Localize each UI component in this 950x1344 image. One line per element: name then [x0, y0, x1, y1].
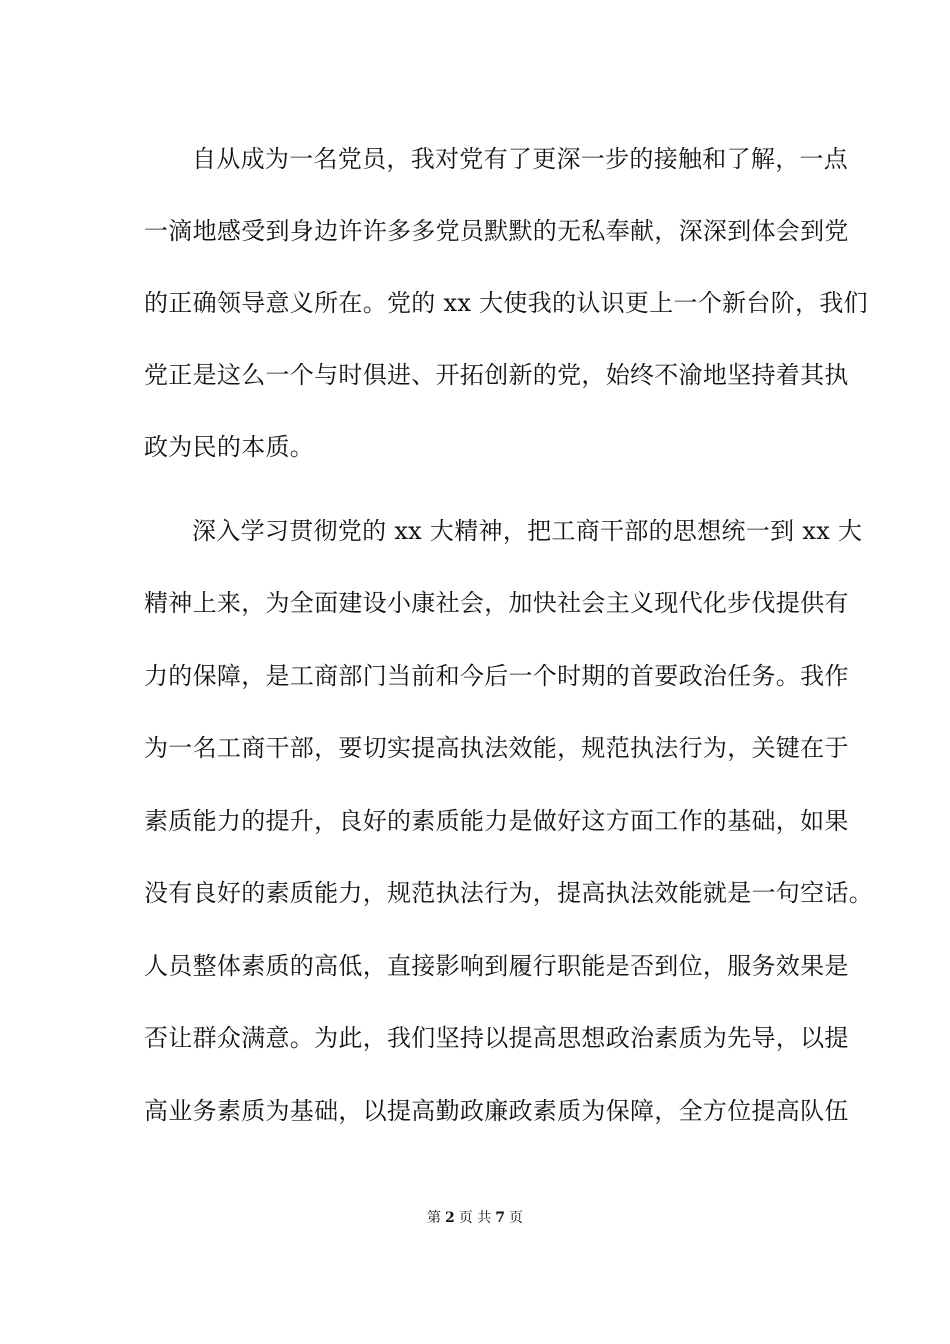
paragraph-2-line-5: 素质能力的提升，良好的素质能力是做好这方面工作的基础，如果 — [144, 807, 849, 835]
paragraph-1-line-2: 一滴地感受到身边许许多多党员默默的无私奉献，深深到体会到党 — [144, 217, 849, 245]
total-pages-number: 7 — [495, 1210, 505, 1226]
paragraph-2-line-9: 高业务素质为基础，以提高勤政廉政素质为保障，全方位提高队伍 — [144, 1097, 849, 1125]
paragraph-1-line-5: 政为民的本质。 — [144, 433, 315, 461]
paragraph-2-line-6: 没有良好的素质能力，规范执法行为，提高执法效能就是一句空话。 — [144, 879, 873, 907]
paragraph-2-line-1: 深入学习贯彻党的 xx 大精神，把工商干部的思想统一到 xx 大 — [192, 517, 863, 545]
paragraph-2-line-3: 力的保障，是工商部门当前和今后一个时期的首要政治任务。我作 — [144, 662, 849, 690]
footer-prefix: 第 — [427, 1210, 442, 1226]
page-number-footer — [0, 1208, 950, 1228]
paragraph-2-line-8: 否让群众满意。为此，我们坚持以提高思想政治素质为先导，以提 — [144, 1024, 849, 1052]
footer-suffix: 页 — [508, 1210, 523, 1226]
paragraph-1-line-3: 的正确领导意义所在。党的 xx 大使我的认识更上一个新台阶，我们 — [144, 289, 868, 317]
paragraph-1-line-4: 党正是这么一个与时俱进、开拓创新的党，始终不渝地坚持着其执 — [144, 361, 849, 389]
current-page-number: 2 — [445, 1210, 455, 1226]
paragraph-2-line-2: 精神上来，为全面建设小康社会，加快社会主义现代化步伐提供有 — [144, 589, 849, 617]
paragraph-1-line-1: 自从成为一名党员，我对党有了更深一步的接触和了解，一点 — [192, 145, 849, 173]
paragraph-2-line-7: 人员整体素质的高低，直接影响到履行职能是否到位，服务效果是 — [144, 952, 849, 980]
paragraph-2-line-4: 为一名工商干部，要切实提高执法效能，规范执法行为，关键在于 — [144, 734, 849, 762]
footer-middle: 页 共 — [458, 1210, 492, 1226]
